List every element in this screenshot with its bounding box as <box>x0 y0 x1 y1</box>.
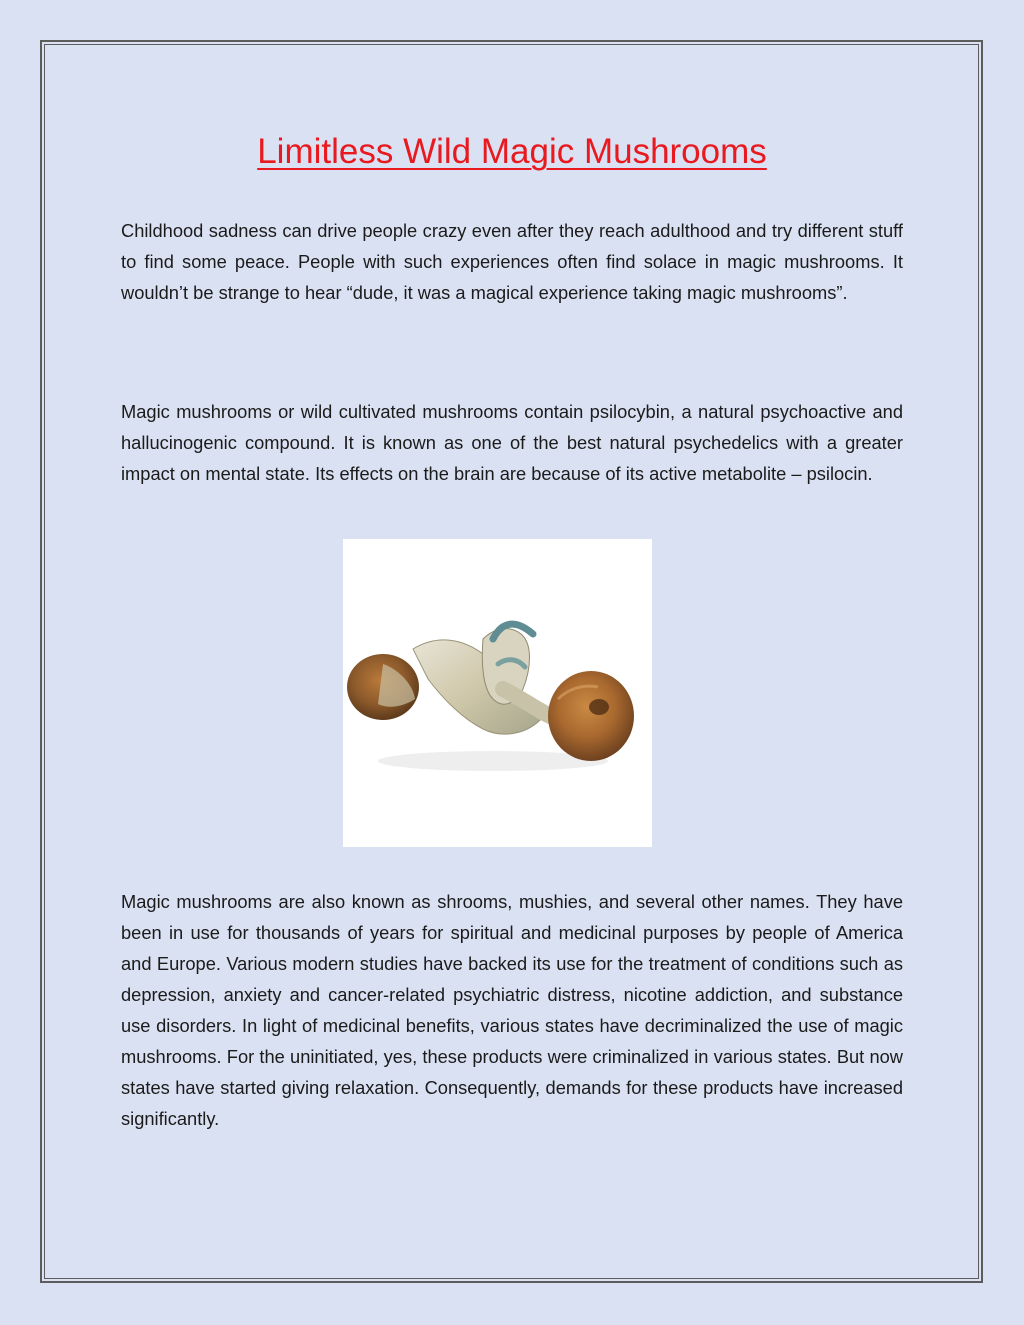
document-title-text: Limitless Wild Magic Mushrooms <box>257 132 767 171</box>
paragraph-intro: Childhood sadness can drive people crazy even after they reach adulthood and try different stuff to find some peace. People with such experiences often find solace in magic mushrooms. It wouldn’t be strange to hear “dude, it was a magical experience taking magic mushrooms”. <box>121 220 903 303</box>
mushroom-photo <box>343 539 652 847</box>
paragraph-history: Magic mushrooms are also known as shrooms, mushies, and several other names. They have been in use for thousands of years for spiritual and medicinal purposes by people of America and Europe. Various modern studies have backed its use for the treatment of conditions such as depression, anxiety and cancer-related psychiatric distress, nicotine addiction, and substance use disorders. In light of medicinal benefits, various states have decriminalized the use of magic mushrooms. For the uninitiated, yes, these products were criminalized in various states. But now states have started giving relaxation. Consequently, demands for these products have increased significantly. <box>121 891 903 1129</box>
document-title <box>0 126 1024 178</box>
paragraph-psilocybin: Magic mushrooms or wild cultivated mushrooms contain psilocybin, a natural psychoactive and hallucinogenic compound. It is known as one of the best natural psychedelics with a greater impact on mental state. Its effects on the brain are because of its active metabolite – psilocin. <box>121 401 903 484</box>
